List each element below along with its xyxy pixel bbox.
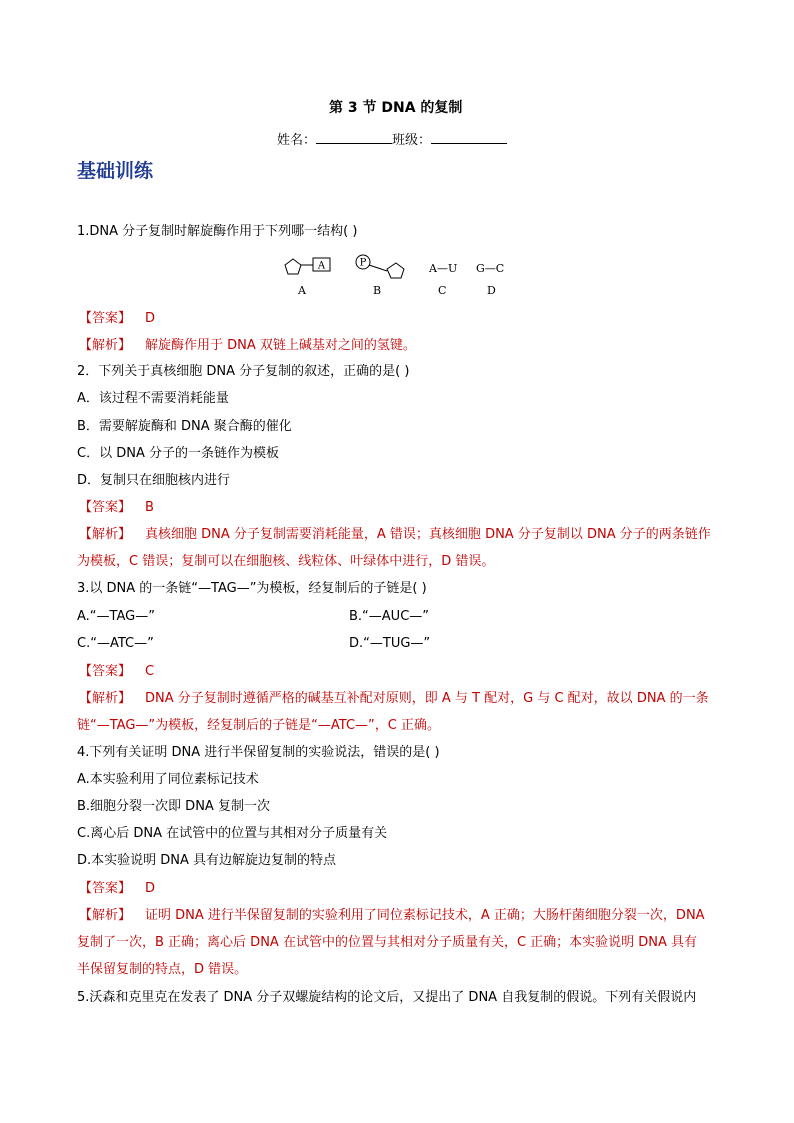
question-3-option-a: A.“—TAG—” [77,609,155,624]
answer-value: D [145,881,156,896]
answer-tag: 【答案】 [79,311,132,326]
bond-line-b [369,265,387,271]
question-2-option-a: A．该过程不需要消耗能量 [77,391,229,406]
answer-tag: 【答案】 [79,881,132,896]
question-2-stem: 2．下列关于真核细胞 DNA 分子复制的叙述，正确的是( ) [77,364,410,379]
question-4-analysis [79,907,705,925]
question-2-option-d: D．复制只在细胞核内进行 [77,473,231,488]
analysis-text: DNA 分子复制时遵循严格的碱基互补配对原则，即 A 与 T 配对，G 与 C 配对，故以 DNA 的一条 [145,691,709,706]
analysis-text: 证明 DNA 进行半保留复制的实验利用了同位素标记技术，A 正确；大肠杆菌细胞分裂一次，DNA [145,908,705,923]
base-box-a-text: A [317,260,326,272]
analysis-tag: 【解析】 [79,338,132,353]
question-1-answer [79,310,155,328]
question-4-option-b: B.细胞分裂一次即 DNA 复制一次 [77,799,270,814]
question-4-analysis-cont-2: 半保留复制的特点，D 错误。 [77,962,248,977]
question-2-answer [79,499,154,517]
bond-c-text: A—U [429,262,458,275]
name-blank[interactable] [316,129,392,144]
answer-value: B [145,500,154,515]
structure-diagrams [280,254,510,298]
analysis-text: 真核细胞 DNA 分子复制需要消耗能量，A 错误；真核细胞 DNA 分子复制以 DNA 分子的两条链作 [145,527,711,542]
student-info [277,129,507,150]
analysis-tag: 【解析】 [79,908,132,923]
question-3-analysis-cont: 链“—TAG—”为模板，经复制后的子链是“—ATC—”，C 正确。 [77,718,440,733]
figure-label-b: B [373,284,382,297]
answer-tag: 【答案】 [79,664,132,679]
question-1-stem: 1.DNA 分子复制时解旋酶作用于下列哪一结构( ) [77,224,358,239]
figure-label-a: A [298,284,306,297]
question-4-option-c: C.离心后 DNA 在试管中的位置与其相对分子质量有关 [77,826,388,841]
sugar-pentagon-a [285,259,301,274]
phosphate-circle-b-text: P [359,257,367,269]
answer-value: D [145,311,156,326]
question-3-option-d: D.“—TUG—” [349,636,431,651]
question-2-option-c: C．以 DNA 分子的一条链作为模板 [77,446,279,461]
answer-value: C [145,664,155,679]
section-title: 基础训练 [77,160,154,182]
question-3-analysis [79,690,709,708]
question-4-answer [79,880,155,898]
question-4-analysis-cont-1: 复制了一次，B 正确；离心后 DNA 在试管中的位置与其相对分子质量有关，C 正确；本实验说明 DNA 具有 [77,935,698,950]
question-3-option-c: C.“—ATC—” [77,636,154,651]
page-title: 第 3 节 DNA 的复制 [329,100,463,116]
answer-tag: 【答案】 [79,500,132,515]
name-label: 姓名： [277,133,317,148]
question-2-analysis [79,526,711,544]
analysis-text: 解旋酶作用于 DNA 双链上碱基对之间的氢键。 [145,338,416,353]
question-3-option-b: B.“—AUC—” [349,609,430,624]
class-label: 班级： [392,133,432,148]
question-5-stem: 5.沃森和克里克在发表了 DNA 分子双螺旋结构的论文后，又提出了 DNA 自我复制的假说。下列有关假说内 [77,990,697,1005]
sugar-pentagon-b [387,263,404,278]
question-1-figure [280,254,510,298]
question-4-option-d: D.本实验说明 DNA 具有边解旋边复制的特点 [77,853,337,868]
class-blank[interactable] [431,129,507,144]
figure-label-c: C [438,284,447,297]
question-3-stem: 3.以 DNA 的一条链“—TAG—”为模板，经复制后的子链是( ) [77,581,427,596]
question-2-option-b: B．需要解旋酶和 DNA 聚合酶的催化 [77,419,292,434]
figure-label-d: D [487,284,496,297]
question-4-stem: 4.下列有关证明 DNA 进行半保留复制的实验说法，错误的是( ) [77,745,440,760]
analysis-tag: 【解析】 [79,691,132,706]
bond-d-text: G—C [476,262,505,275]
question-2-analysis-cont: 为模板，C 错误；复制可以在细胞核、线粒体、叶绿体中进行，D 错误。 [77,554,495,569]
analysis-tag: 【解析】 [79,527,132,542]
question-1-analysis [79,337,416,355]
question-4-option-a: A.本实验利用了同位素标记技术 [77,772,259,787]
question-3-answer [79,663,154,681]
